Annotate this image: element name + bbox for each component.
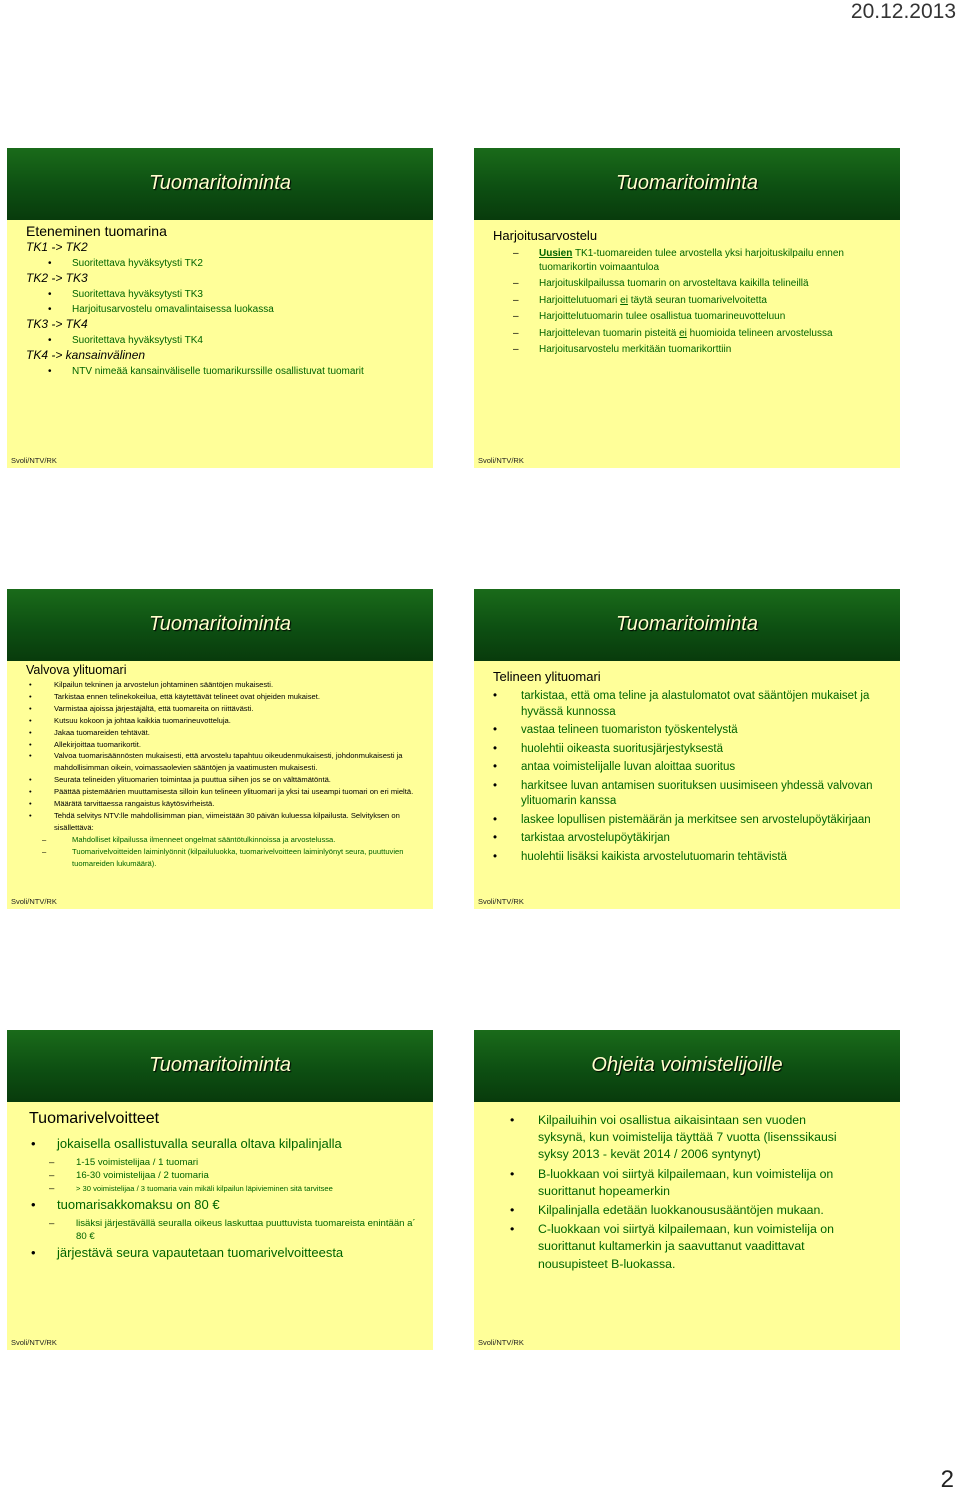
list-item: – 16-30 voimistelijaa / 2 tuomaria <box>49 1170 209 1181</box>
slide-heading: Eteneminen tuomarina <box>26 223 167 239</box>
slide-body <box>7 220 433 450</box>
list-item: • tuomarisakkomaksu on 80 € <box>31 1197 220 1212</box>
list-item: • Kutsuu kokoon ja johtaa kaikkia tuomarineuvotteluja. <box>29 715 231 725</box>
slide-header <box>7 589 433 661</box>
bullet: • <box>510 1166 515 1181</box>
slide-title: Ohjeita voimistelijoille <box>591 1054 783 1076</box>
slide-title: Tuomaritoiminta <box>616 172 758 194</box>
slide-footer: Svoli/NTV/RK <box>478 1338 524 1347</box>
slide-header <box>474 589 900 661</box>
list-item: – Harjoittelutuomarin tulee osallistua tuomarineuvotteluun <box>513 311 786 322</box>
bullet: • <box>493 779 498 792</box>
list-item: • antaa voimistelijalle luvan aloittaa suoritus <box>493 760 888 776</box>
bullet: – <box>49 1157 55 1168</box>
list-item: • järjestävä seura vapautetaan tuomarivelvoitteesta <box>31 1245 344 1260</box>
list-item: • Jakaa tuomareiden tehtävät. <box>29 727 150 737</box>
bullet: • <box>29 799 32 809</box>
list-item: TK1 -> TK2 <box>26 240 88 255</box>
list-item: – lisäksi järjestävällä seuralla oikeus laskuttaa puuttuvista tuomareista enintään a´ 80 € <box>49 1218 416 1242</box>
slide-body <box>474 661 900 891</box>
list-item: • huolehtii lisäksi kaikista arvostelutuomarin tehtävistä <box>493 850 888 866</box>
bullet: • <box>29 810 32 820</box>
slide-heading: Valvova ylituomari <box>26 663 127 677</box>
list-item: TK2 -> TK3 <box>26 271 88 286</box>
list-item: – 1-15 voimistelijaa / 1 tuomari <box>49 1157 199 1168</box>
slide-footer: Svoli/NTV/RK <box>11 1338 57 1347</box>
list-item: • Suoritettava hyväksytysti TK3 <box>48 288 203 300</box>
bullet: • <box>510 1113 515 1127</box>
list-item: • Kilpailuihin voi osallistua aikaisintaan sen vuoden syksynä, kun voimistelija täyttää 7 vuotta (lisenssikausi syksy 2013 - kevät 2014 / 2006 syntynyt) <box>510 1113 837 1162</box>
slide-footer: Svoli/NTV/RK <box>11 456 57 465</box>
slide-title: Tuomaritoiminta <box>149 172 291 194</box>
slide-4 <box>474 589 900 909</box>
list-item: • NTV nimeää kansainväliselle tuomarikurssille osallistuvat tuomarit <box>48 365 364 377</box>
list-item: – Harjoittelutuomari ei täytä seuran tuomarivelvoitetta <box>513 294 767 306</box>
bullet: • <box>29 691 32 701</box>
bullet: • <box>29 787 32 797</box>
list-item: • tarkistaa arvostelupöytäkirjan <box>493 831 888 847</box>
bullet: • <box>29 727 32 737</box>
bullet: • <box>29 751 32 761</box>
bullet: • <box>493 832 498 844</box>
list-item: – Harjoittelevan tuomarin pisteitä ei huomioida telineen arvostelussa <box>513 327 833 339</box>
slide-2 <box>474 148 900 468</box>
document-date: 20.12.2013 <box>850 0 956 23</box>
list-item: – Harjoitusarvostelu merkitään tuomarikorttiin <box>513 344 732 355</box>
list-item: • laskee lopullisen pistemäärän ja merkitsee sen arvostelupöytäkirjaan <box>493 813 888 829</box>
bullet: • <box>493 761 498 773</box>
list-item: • Kilpailun tekninen ja arvostelun johtaminen sääntöjen mukaisesti. <box>29 680 274 689</box>
bullet: – <box>49 1218 55 1229</box>
slide-title: Tuomaritoiminta <box>616 613 758 635</box>
page-number: 2 <box>940 1466 954 1493</box>
slide-heading: Telineen ylituomari <box>493 669 601 684</box>
slide-heading: Tuomarivelvoitteet <box>29 1110 160 1127</box>
list-item: • Tarkistaa ennen telinekokeilua, että käytettävät telineet ovat ohjeiden mukaiset. <box>29 691 320 701</box>
list-item: TK4 -> kansainvälinen <box>26 348 146 363</box>
bullet: • <box>493 813 498 826</box>
bullet: • <box>493 850 498 863</box>
bullet: • <box>493 690 498 702</box>
slide-footer: Svoli/NTV/RK <box>11 897 57 906</box>
slide-body <box>7 1102 433 1332</box>
bullet: – <box>42 834 47 844</box>
bullet: – <box>49 1170 55 1181</box>
bullet: • <box>493 742 498 755</box>
list-item: • Seurata telineiden ylituomarien toimintaa ja puuttua siihen jos se on välttämätöntä. <box>29 775 331 785</box>
list-item: • Tehdä selvitys NTV:lle mahdollisimman pian, viimeistään 30 päivän kuluessa kilpailusta. Selvityksen on sisällettävä: <box>29 810 400 832</box>
slide-header <box>7 148 433 220</box>
list-item: • B-luokkaan voi siirtyä kilpailemaan, kun voimistelija on suorittanut hopeamerkin <box>510 1166 834 1198</box>
slide-footer: Svoli/NTV/RK <box>478 456 524 465</box>
bullet: • <box>510 1222 515 1237</box>
list-item: • Suoritettava hyväksytysti TK2 <box>48 257 203 269</box>
list-item: • Määrätä tarvittaessa rangaistus käytösvirheistä. <box>29 799 215 809</box>
slide-body <box>474 1102 900 1332</box>
bullet: • <box>29 775 32 785</box>
slide-title: Tuomaritoiminta <box>149 1054 291 1076</box>
list-item: • Allekirjoittaa tuomarikortit. <box>29 739 141 749</box>
bullet: • <box>29 680 32 689</box>
list-item: • Valvoa tuomarisäännösten mukaisesti, että arvostelu tapahtuu oikeudenmukaisesti, johdonmukaisesti ja mahdollisimman oikein, voimassaolevien sääntöjen ja vaatimusten mukaisesti. <box>29 751 403 773</box>
slide-6 <box>474 1030 900 1350</box>
slide-header <box>474 1030 900 1102</box>
slide-title: Tuomaritoiminta <box>149 613 291 635</box>
bullet: • <box>31 1245 36 1260</box>
list-item: • Kilpalinjalla edetään luokkanoususääntöjen mukaan. <box>510 1202 855 1219</box>
bullet: • <box>29 715 32 725</box>
list-item: • Suoritettava hyväksytysti TK4 <box>48 334 203 346</box>
list-item: • vastaa telineen tuomariston työskentelystä <box>493 723 888 739</box>
slide-header <box>474 148 900 220</box>
list-item: – Tuomarivelvoitteiden laiminlyönnit (kilpailuluokka, tuomarivelvoitteen laiminlyönyt seura, puuttuvien tuomareiden lukumäärä). <box>42 846 404 868</box>
list-item: – Mahdolliset kilpailussa ilmenneet ongelmat sääntötulkinnoissa ja arvostelussa. <box>42 834 336 844</box>
slide-1 <box>7 148 433 468</box>
list-item: • C-luokkaan voi siirtyä kilpailemaan, kun voimistelija on suorittanut kultamerkin ja saavuttanut vaadittavat nousupisteet B-luokassa. <box>510 1222 834 1271</box>
list-item: • Päättää pistemäärien muuttamisesta silloin kun telineen ylituomari ja yksi tai useampi tuomari on eri mieltä. <box>29 787 414 797</box>
list-item: • Harjoitusarvostelu omavalintaisessa luokassa <box>48 304 274 316</box>
slide-header <box>7 1030 433 1102</box>
list-item: • harkitsee luvan antamisen suorituksen uusimiseen yhdessä valvovan ylituomarin kanssa <box>493 779 873 807</box>
bullet: • <box>493 724 498 736</box>
list-item: • jokaisella osallistuvalla seuralla oltava kilpalinjalla <box>31 1136 342 1151</box>
bullet: • <box>29 703 32 713</box>
slide-5 <box>7 1030 433 1350</box>
bullet: – <box>42 846 47 856</box>
bullet: • <box>31 1136 36 1151</box>
slide-3 <box>7 589 433 909</box>
bullet: • <box>29 739 32 749</box>
slide-footer: Svoli/NTV/RK <box>478 897 524 906</box>
list-item: • huolehtii oikeasta suoritusjärjestyksestä <box>493 742 888 758</box>
bullet: – <box>49 1183 55 1194</box>
bullet: • <box>510 1203 515 1218</box>
slide-body <box>7 661 433 891</box>
slide-body <box>474 220 900 450</box>
list-item: – Harjoituskilpailussa tuomarin on arvosteltava kaikilla telineillä <box>513 278 809 289</box>
list-item: • Varmistaa ajoissa järjestäjältä, että tuomareita on riittävästi. <box>29 703 254 713</box>
list-item: TK3 -> TK4 <box>26 317 88 332</box>
bullet: • <box>31 1197 36 1212</box>
list-item: – Uusien TK1-tuomareiden tulee arvostella yksi harjoituskilpailu ennen tuomarikortin voimaantuloa <box>513 248 844 273</box>
list-item: – > 30 voimistelijaa / 3 tuomaria vain mikäli kilpailun läpivieminen sitä tarvitsee <box>49 1183 333 1194</box>
slide-heading: Harjoitusarvostelu <box>493 228 598 243</box>
list-item: • tarkistaa, että oma teline ja alastulomatot ovat sääntöjen mukaiset ja hyvässä kunnossa <box>493 690 870 718</box>
